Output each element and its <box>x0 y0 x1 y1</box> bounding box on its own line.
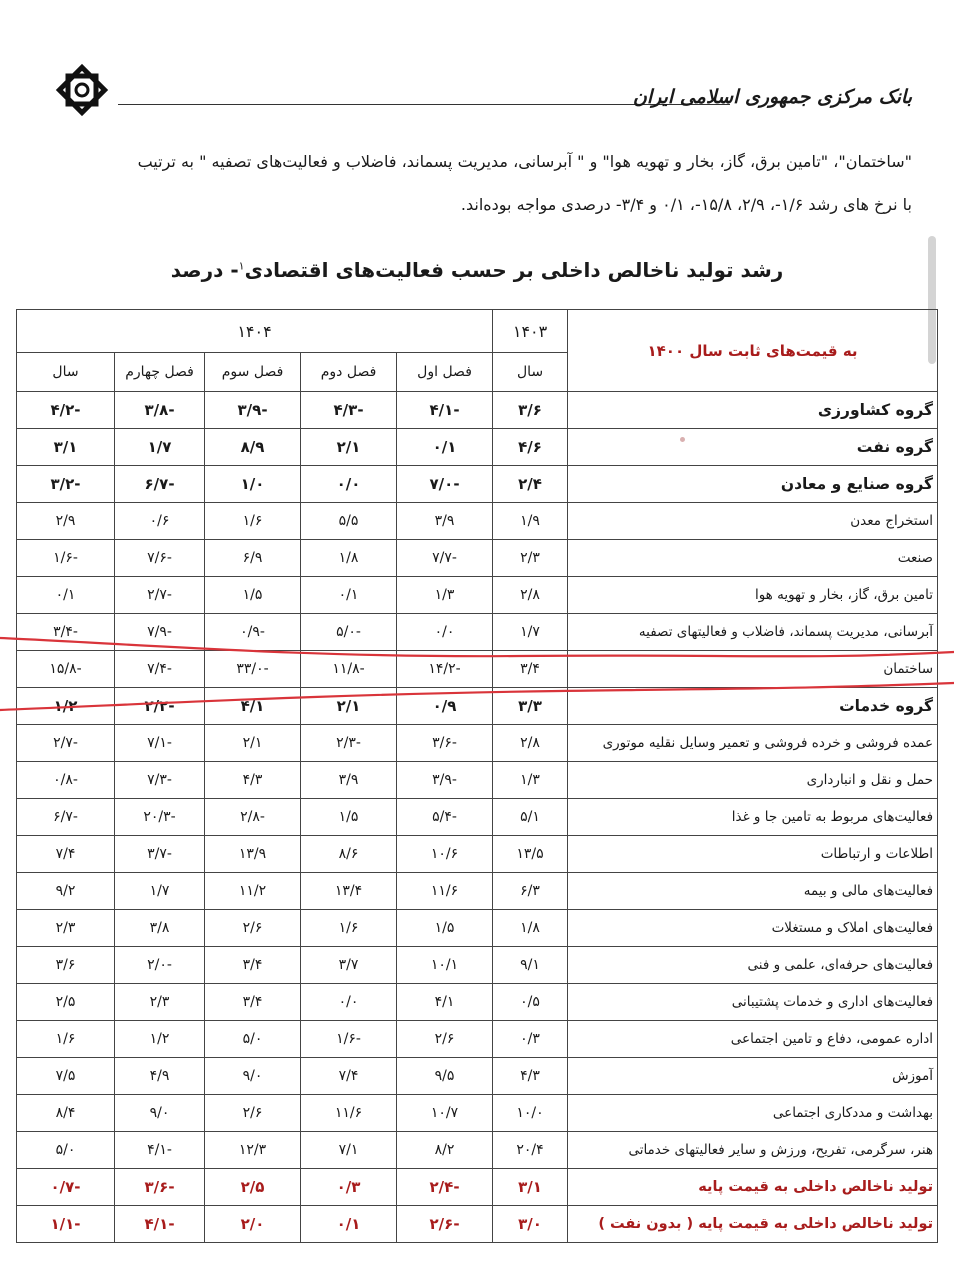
table-cell: ۴/۳ <box>205 762 301 799</box>
table-row <box>17 984 938 1021</box>
table-cell: ۰/۰ <box>301 466 397 503</box>
table-cell: ۴/۹ <box>115 1058 205 1095</box>
table-row <box>17 540 938 577</box>
table-cell: ۳/۹ <box>301 762 397 799</box>
table-cell: ۰/۱ <box>301 1206 397 1243</box>
table-cell: ۶/۳ <box>493 873 568 910</box>
row-label: گروه خدمات <box>568 688 938 725</box>
table-cell: ۳/۱ <box>493 1169 568 1206</box>
table-row <box>17 947 938 984</box>
table-cell: -۲/۳ <box>301 725 397 762</box>
table-row <box>17 1169 938 1206</box>
table-cell: ۵/۵ <box>301 503 397 540</box>
table-cell: ۲/۳ <box>115 984 205 1021</box>
table-cell: -۴/۳ <box>301 392 397 429</box>
table-cell: ۱/۷ <box>115 429 205 466</box>
table-cell: ۲/۶ <box>397 1021 493 1058</box>
table-cell: -۳/۹ <box>205 392 301 429</box>
intro-paragraph <box>40 140 912 226</box>
table-row <box>17 503 938 540</box>
table-cell: -۳/۴ <box>17 614 115 651</box>
table-cell: ۹/۰ <box>115 1095 205 1132</box>
table-cell: ۲/۳ <box>493 540 568 577</box>
table-cell: ۱/۸ <box>493 910 568 947</box>
column-header: سال <box>493 353 568 392</box>
table-cell: ۵/۰ <box>205 1021 301 1058</box>
table-cell: ۳/۷ <box>301 947 397 984</box>
row-label: فعالیت‌های مربوط به تامین جا و غذا <box>568 799 938 836</box>
table-cell: ۴/۶ <box>493 429 568 466</box>
table-cell: ۳/۱ <box>17 429 115 466</box>
row-label: فعالیت‌های اداری و خدمات پشتیبانی <box>568 984 938 1021</box>
bank-name: بانک مرکزی جمهوری اسلامی ایران <box>632 86 912 108</box>
table-cell: ۲/۵ <box>205 1169 301 1206</box>
table-cell: -۱/۱ <box>17 1206 115 1243</box>
const-prices-header: به قیمت‌های ثابت سال ۱۴۰۰ <box>568 310 938 392</box>
table-cell: -۳/۲ <box>17 466 115 503</box>
table-cell: ۶/۹ <box>205 540 301 577</box>
table-cell: ۱/۵ <box>301 799 397 836</box>
intro-line-2: با نرخ های رشد ۱/۶-، ۲/۹، ۱۵/۸-، ۰/۱ و ۳/۴- درصدی مواجه بوده‌اند. <box>460 195 912 214</box>
row-label: آموزش <box>568 1058 938 1095</box>
row-label: تولید ناخالص داخلی به قیمت پایه ( بدون نفت ) <box>568 1206 938 1243</box>
table-cell: ۱۱/۲ <box>205 873 301 910</box>
table-cell: -۲۰/۳ <box>115 799 205 836</box>
table-row <box>17 1132 938 1169</box>
table-cell: ۲/۹ <box>17 503 115 540</box>
table-cell: ۳/۴ <box>493 651 568 688</box>
table-cell: ۱۱/۶ <box>397 873 493 910</box>
table-cell: ۹/۲ <box>17 873 115 910</box>
table-cell: ۱/۶ <box>17 1021 115 1058</box>
table-cell: ۱/۵ <box>205 577 301 614</box>
column-header: فصل دوم <box>301 353 397 392</box>
table-row <box>17 688 938 725</box>
row-label: گروه نفت <box>568 429 938 466</box>
table-cell: ۱/۳ <box>397 577 493 614</box>
table-cell: ۱۰/۶ <box>397 836 493 873</box>
table-cell: ۰/۱ <box>397 429 493 466</box>
table-row <box>17 614 938 651</box>
table-cell: ۱/۸ <box>301 540 397 577</box>
table-cell: ۱۰/۰ <box>493 1095 568 1132</box>
table-cell: ۳/۶ <box>493 392 568 429</box>
table-cell: -۷/۱ <box>115 725 205 762</box>
table-cell: ۹/۱ <box>493 947 568 984</box>
table-cell: -۵/۰ <box>301 614 397 651</box>
year-1404-header: ۱۴۰۴ <box>17 310 493 353</box>
table-cell: -۰/۷ <box>17 1169 115 1206</box>
table-cell: -۳/۸ <box>115 392 205 429</box>
table-cell: ۲/۵ <box>17 984 115 1021</box>
table-cell: -۰/۹ <box>205 614 301 651</box>
column-header: سال <box>17 353 115 392</box>
table-cell: ۸/۲ <box>397 1132 493 1169</box>
table-row <box>17 1206 938 1243</box>
row-label: فعالیت‌های مالی و بیمه <box>568 873 938 910</box>
table-cell: -۲/۰ <box>115 947 205 984</box>
table-cell: ۸/۹ <box>205 429 301 466</box>
row-label: گروه صنایع و معادن <box>568 466 938 503</box>
table-cell: -۶/۷ <box>115 466 205 503</box>
row-label: اطلاعات و ارتباطات <box>568 836 938 873</box>
table-row <box>17 799 938 836</box>
table-cell: -۳۳/۰ <box>205 651 301 688</box>
table-body <box>17 392 938 1243</box>
table-cell: ۷/۴ <box>301 1058 397 1095</box>
table-cell: -۴/۱ <box>397 392 493 429</box>
row-label: گروه کشاورزی <box>568 392 938 429</box>
table-cell: ۳/۰ <box>493 1206 568 1243</box>
table-cell: ۱۰/۷ <box>397 1095 493 1132</box>
table-cell: -۰/۸ <box>17 762 115 799</box>
central-bank-emblem-icon <box>54 62 110 118</box>
table-row <box>17 577 938 614</box>
row-label: فعالیت‌های حرفه‌ای، علمی و فنی <box>568 947 938 984</box>
table-cell: ۳/۴ <box>205 947 301 984</box>
table-cell: -۳/۹ <box>397 762 493 799</box>
table-cell: ۷/۱ <box>301 1132 397 1169</box>
table-cell: ۱۳/۴ <box>301 873 397 910</box>
table-cell: -۵/۴ <box>397 799 493 836</box>
table-cell: ۲/۱ <box>205 725 301 762</box>
table-cell: -۴/۱ <box>115 1132 205 1169</box>
table-cell: ۹/۵ <box>397 1058 493 1095</box>
table-cell: -۲/۸ <box>205 799 301 836</box>
table-cell: ۷/۴ <box>17 836 115 873</box>
table-cell: ۱/۳ <box>493 762 568 799</box>
table-cell: ۰/۰ <box>397 614 493 651</box>
table-cell: ۱/۶ <box>205 503 301 540</box>
table-cell: ۸/۶ <box>301 836 397 873</box>
table-row <box>17 392 938 429</box>
table-cell: ۵/۰ <box>17 1132 115 1169</box>
table-cell: ۱/۷ <box>493 614 568 651</box>
table-cell: ۰/۶ <box>115 503 205 540</box>
table-row <box>17 1095 938 1132</box>
table-cell: ۴/۱ <box>205 688 301 725</box>
table-cell: -۱/۶ <box>301 1021 397 1058</box>
table-cell: -۲/۶ <box>397 1206 493 1243</box>
table-title-footnote: ۱ <box>238 259 245 273</box>
table-title-text: رشد تولید ناخالص داخلی بر حسب فعالیت‌های اقتصادی <box>244 258 784 282</box>
table-cell: ۲/۰ <box>205 1206 301 1243</box>
table-cell: -۲/۴ <box>397 1169 493 1206</box>
row-label: تامین برق، گاز، بخار و تهویه هوا <box>568 577 938 614</box>
table-cell: ۱/۵ <box>397 910 493 947</box>
column-header: فصل سوم <box>205 353 301 392</box>
table-cell: ۰/۰ <box>301 984 397 1021</box>
table-cell: -۲/۷ <box>17 725 115 762</box>
table-cell: ۰/۳ <box>301 1169 397 1206</box>
table-cell: ۳/۴ <box>205 984 301 1021</box>
row-label: فعالیت‌های املاک و مستغلات <box>568 910 938 947</box>
table-cell: ۱/۶ <box>301 910 397 947</box>
row-label: هنر، سرگرمی، تفریح، ورزش و سایر فعالیتهای خدماتی <box>568 1132 938 1169</box>
table-cell: ۱/۹ <box>493 503 568 540</box>
table-cell: -۲/۷ <box>115 577 205 614</box>
table-cell: ۷/۵ <box>17 1058 115 1095</box>
table-cell: -۶/۷ <box>17 799 115 836</box>
table-cell: ۲/۶ <box>205 1095 301 1132</box>
table-cell: ۴/۱ <box>397 984 493 1021</box>
table-cell: ۲/۶ <box>205 910 301 947</box>
row-label: صنعت <box>568 540 938 577</box>
table-cell: -۷/۴ <box>115 651 205 688</box>
column-header: فصل چهارم <box>115 353 205 392</box>
table-cell: ۱/۲ <box>17 688 115 725</box>
table-cell: ۲/۱ <box>301 429 397 466</box>
table-cell: ۳/۶ <box>17 947 115 984</box>
table-cell: -۳/۷ <box>115 836 205 873</box>
table-cell: ۲/۴ <box>493 466 568 503</box>
document-header <box>0 0 954 140</box>
table-cell: -۷/۰ <box>397 466 493 503</box>
table-cell: ۲/۱ <box>301 688 397 725</box>
table-row <box>17 1058 938 1095</box>
table-row <box>17 836 938 873</box>
row-label: ساختمان <box>568 651 938 688</box>
table-cell: ۱۱/۶ <box>301 1095 397 1132</box>
table-cell: ۳/۹ <box>397 503 493 540</box>
table-cell: -۴/۱ <box>115 1206 205 1243</box>
table-cell: ۱۰/۱ <box>397 947 493 984</box>
table-title <box>0 258 954 282</box>
table-cell: ۲/۳ <box>17 910 115 947</box>
table-cell: ۱۳/۹ <box>205 836 301 873</box>
table-cell: -۱/۶ <box>17 540 115 577</box>
table-row <box>17 651 938 688</box>
intro-line-1: "ساختمان"، "تامین برق، گاز، بخار و تهویه هوا" و " آبرسانی، مدیریت پسماند، فاضلاب و فعالیت‌های تصفیه " به ترتیب <box>137 152 912 171</box>
table-cell: ۱/۰ <box>205 466 301 503</box>
row-label: آبرسانی، مدیریت پسماند، فاضلاب و فعالیتهای تصفیه <box>568 614 938 651</box>
table-title-suffix: - درصد <box>170 258 239 282</box>
table-cell: ۲۰/۴ <box>493 1132 568 1169</box>
table-cell: -۷/۳ <box>115 762 205 799</box>
table-cell: -۲/۲ <box>115 688 205 725</box>
table-cell: ۲/۸ <box>493 725 568 762</box>
row-label: تولید ناخالص داخلی به قیمت پایه <box>568 1169 938 1206</box>
table-cell: -۷/۹ <box>115 614 205 651</box>
row-label: عمده فروشی و خرده فروشی و تعمیر وسایل نقلیه موتوری <box>568 725 938 762</box>
table-cell: -۳/۶ <box>397 725 493 762</box>
table-row <box>17 1021 938 1058</box>
table-cell: ۰/۱ <box>17 577 115 614</box>
table-cell: ۸/۴ <box>17 1095 115 1132</box>
table-row <box>17 873 938 910</box>
table-cell: ۰/۱ <box>301 577 397 614</box>
table-cell: ۹/۰ <box>205 1058 301 1095</box>
table-row <box>17 429 938 466</box>
table-row <box>17 725 938 762</box>
table-row <box>17 466 938 503</box>
row-label: استخراج معدن <box>568 503 938 540</box>
table-cell: ۰/۳ <box>493 1021 568 1058</box>
table-cell: -۱۱/۸ <box>301 651 397 688</box>
table-cell: ۱۲/۳ <box>205 1132 301 1169</box>
table-cell: ۱/۷ <box>115 873 205 910</box>
table-cell: -۳/۶ <box>115 1169 205 1206</box>
table-cell: -۱۵/۸ <box>17 651 115 688</box>
table-cell: -۴/۲ <box>17 392 115 429</box>
table-cell: ۰/۹ <box>397 688 493 725</box>
table-cell: ۱۳/۵ <box>493 836 568 873</box>
row-label: حمل و نقل و انبارداری <box>568 762 938 799</box>
table-cell: -۱۴/۲ <box>397 651 493 688</box>
column-header: فصل اول <box>397 353 493 392</box>
table-cell: ۵/۱ <box>493 799 568 836</box>
table-cell: -۷/۶ <box>115 540 205 577</box>
table-cell: ۲/۸ <box>493 577 568 614</box>
table-cell: ۴/۳ <box>493 1058 568 1095</box>
table-cell: ۳/۸ <box>115 910 205 947</box>
table-row <box>17 910 938 947</box>
table-row <box>17 762 938 799</box>
table-cell: ۱/۲ <box>115 1021 205 1058</box>
row-label: بهداشت و مددکاری اجتماعی <box>568 1095 938 1132</box>
gdp-growth-table <box>16 309 938 1243</box>
table-cell: -۷/۷ <box>397 540 493 577</box>
table-cell: ۰/۵ <box>493 984 568 1021</box>
year-1403-header: ۱۴۰۳ <box>493 310 568 353</box>
table-cell: ۳/۳ <box>493 688 568 725</box>
row-label: اداره عمومی، دفاع و تامین اجتماعی <box>568 1021 938 1058</box>
